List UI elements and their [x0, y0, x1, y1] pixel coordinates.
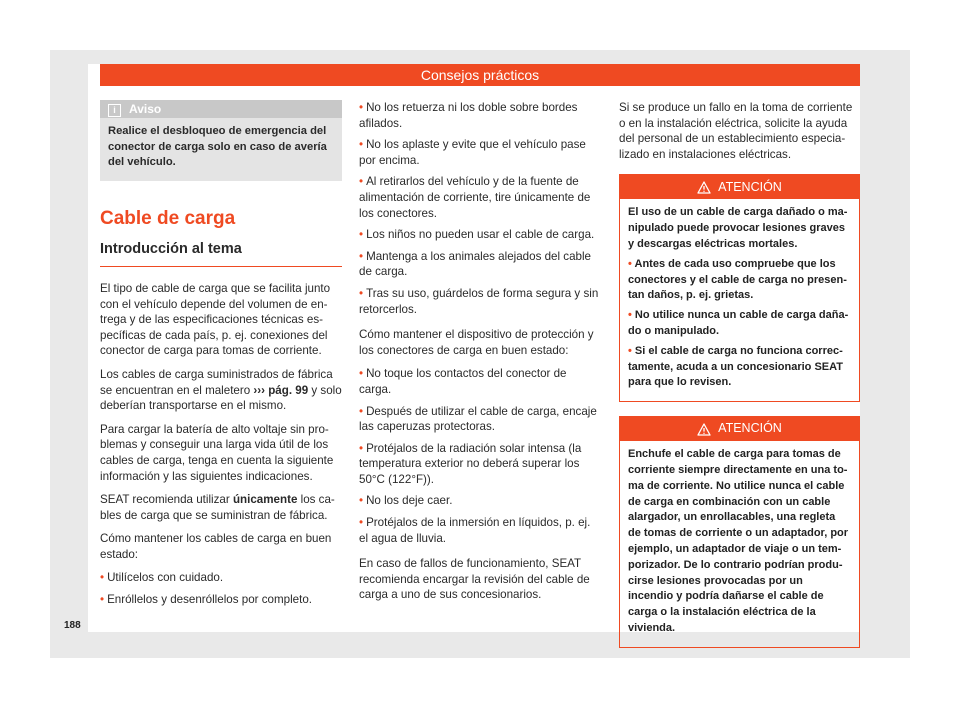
paragraph — [100, 367, 342, 414]
list-item — [359, 515, 601, 546]
info-icon: i — [108, 104, 121, 117]
warning-text: Enchufe el cable de carga para tomas de corriente siempre directamente en una toma de corriente. No utilice nunca el cable de carga en combinación con un cable alargador, un enrollacables, una regleta de tomas de corriente o un adaptador, por ejemplo, un adaptador de viaje o un temporizador. De lo contrario podrían producirse lesiones provocadas por un incendio y podría dañarse el cable de carga o la instalación eléctrica de la vivienda. — [628, 448, 849, 634]
bullet-dot: • — [628, 309, 635, 322]
list-item-text: No los deje caer. — [366, 494, 453, 508]
bullet-dot: • — [100, 571, 105, 585]
list-item-text: Si el cable de carga no funciona correctamente, acuda a un concesionario SEAT para que lo revisen. — [628, 344, 843, 389]
list-item — [628, 308, 851, 340]
column-2 — [359, 100, 601, 611]
warning-label: ATENCIÓN — [718, 421, 782, 436]
text-span: SEAT recomienda utilizar — [100, 493, 233, 507]
column-1 — [100, 100, 342, 614]
list-item-text: Tras su uso, guárdelos de forma segura y sin retorcerlos. — [359, 286, 599, 316]
list-item-text: No utilice nunca un cable de carga dañado o manipulado. — [628, 309, 849, 337]
list-item-text: Los niños no pueden usar el cable de carga. — [366, 228, 595, 242]
aviso-box — [100, 100, 342, 181]
bullet-dot: • — [359, 228, 364, 242]
list-item — [359, 366, 601, 397]
text-span: Los cables de carga suministrados de fábrica se encuentran en el maletero — [100, 367, 333, 397]
paragraph — [100, 492, 342, 523]
paragraph: Si se produce un fallo en la toma de corriente o en la instalación eléctrica, solicite la ayuda del personal de un establecimiento especializado en instalaciones eléctricas. — [619, 101, 853, 161]
list-item-text: Después de utilizar el cable de carga, encaje las caperuzas protectoras. — [359, 404, 597, 434]
list-item-text: Enróllelos y desenróllelos por completo. — [107, 593, 312, 607]
paragraph: Cómo mantener los cables de carga en buen estado: — [100, 532, 332, 561]
bullet-dot: • — [359, 175, 364, 189]
bullet-dot: • — [359, 404, 364, 418]
list-item — [359, 174, 601, 221]
warning-box — [619, 416, 860, 648]
list-item-text: No los aplaste y evite que el vehículo pase por encima. — [359, 138, 586, 167]
list-item-text: Antes de cada uso compruebe que los conectores y el cable de carga no presentan daños, p. ej. grietas. — [628, 257, 847, 302]
bullet-dot: • — [359, 441, 364, 455]
list-item — [628, 257, 851, 304]
section-subtitle: Introducción al tema — [100, 242, 342, 267]
list-item-text: Utilícelos con cuidado. — [107, 571, 224, 585]
list-item — [100, 592, 342, 608]
list-item — [359, 137, 601, 168]
page-reference-link[interactable]: ››› pág. 99 — [253, 383, 309, 397]
paragraph: Cómo mantener el dispositivo de protección y los conectores de carga en buen estado: — [359, 328, 594, 357]
bullet-dot: • — [100, 593, 105, 607]
list-item-text: Al retirarlos del vehículo y de la fuente de alimentación de corriente, tire únicamente de los conectores. — [359, 175, 591, 220]
aviso-text: Realice el desbloqueo de emergencia del conector de carga solo en caso de avería del vehículo. — [108, 125, 327, 169]
list-item — [359, 441, 601, 488]
paragraph: Para cargar la batería de alto voltaje sin problemas y conseguir una larga vida útil de los cables de carga, tenga en cuenta la siguiente información y las siguientes indicaciones. — [100, 422, 334, 483]
aviso-header — [100, 100, 342, 118]
warning-box — [619, 174, 860, 402]
list-item — [359, 493, 601, 509]
warning-triangle-icon — [697, 423, 711, 436]
bullet-dot: • — [359, 138, 364, 152]
text-span: y solo deberían transportarse en el mismo. — [100, 383, 342, 413]
list-item-text: Protéjalos de la inmersión en líquidos, p. ej. el agua de lluvia. — [359, 516, 591, 545]
warning-body — [620, 441, 859, 647]
bullet-dot: • — [359, 286, 364, 300]
paragraph: El tipo de cable de carga que se facilita junto con el vehículo depende del volumen de entrega y de las especificaciones técnicas específicas de cada país, p. ej. conexiones del conector de carga para tomas de corriente. — [100, 281, 331, 358]
list-item — [359, 404, 601, 435]
warning-text: El uso de un cable de carga dañado o manipulado puede provocar lesiones graves y descargas eléctricas mortales. — [628, 206, 848, 250]
list-item — [359, 286, 601, 317]
bullet-dot: • — [359, 516, 364, 530]
bullet-dot: • — [628, 344, 635, 357]
column-3 — [619, 100, 860, 662]
warning-triangle-icon — [697, 181, 711, 194]
bullet-dot: • — [359, 249, 364, 263]
bullet-dot: • — [628, 257, 635, 270]
list-item-text: Mantenga a los animales alejados del cable de carga. — [359, 249, 591, 279]
list-item — [100, 570, 342, 586]
list-item-text: Protéjalos de la radiación solar intensa (la temperatura exterior no deberá superar los 50°C (122°F)). — [359, 441, 582, 486]
warning-header — [620, 175, 859, 199]
bullet-dot: • — [359, 494, 364, 508]
page-header: Consejos prácticos — [100, 64, 860, 86]
list-item — [359, 227, 601, 243]
warning-label: ATENCIÓN — [718, 179, 782, 194]
text-span: los cables de carga que se suministran de fábrica. — [100, 493, 335, 522]
paragraph: En caso de fallos de funcionamiento, SEAT recomienda encargar la revisión del cable de carga a uno de sus concesionarios. — [359, 557, 590, 602]
list-item — [628, 344, 851, 391]
list-item — [359, 249, 601, 280]
bullet-dot: • — [359, 367, 364, 381]
section-title: Cable de carga — [100, 207, 236, 229]
list-item-text: No toque los contactos del conector de carga. — [359, 367, 567, 396]
list-item-text: No los retuerza ni los doble sobre bordes afilados. — [359, 101, 578, 130]
warning-header — [620, 417, 859, 441]
bold-text: únicamente — [232, 493, 298, 507]
warning-body — [620, 199, 859, 401]
list-item — [359, 100, 601, 131]
bullet-dot: • — [359, 101, 364, 114]
page-number: 188 — [64, 620, 81, 631]
aviso-label: Aviso — [129, 102, 162, 117]
